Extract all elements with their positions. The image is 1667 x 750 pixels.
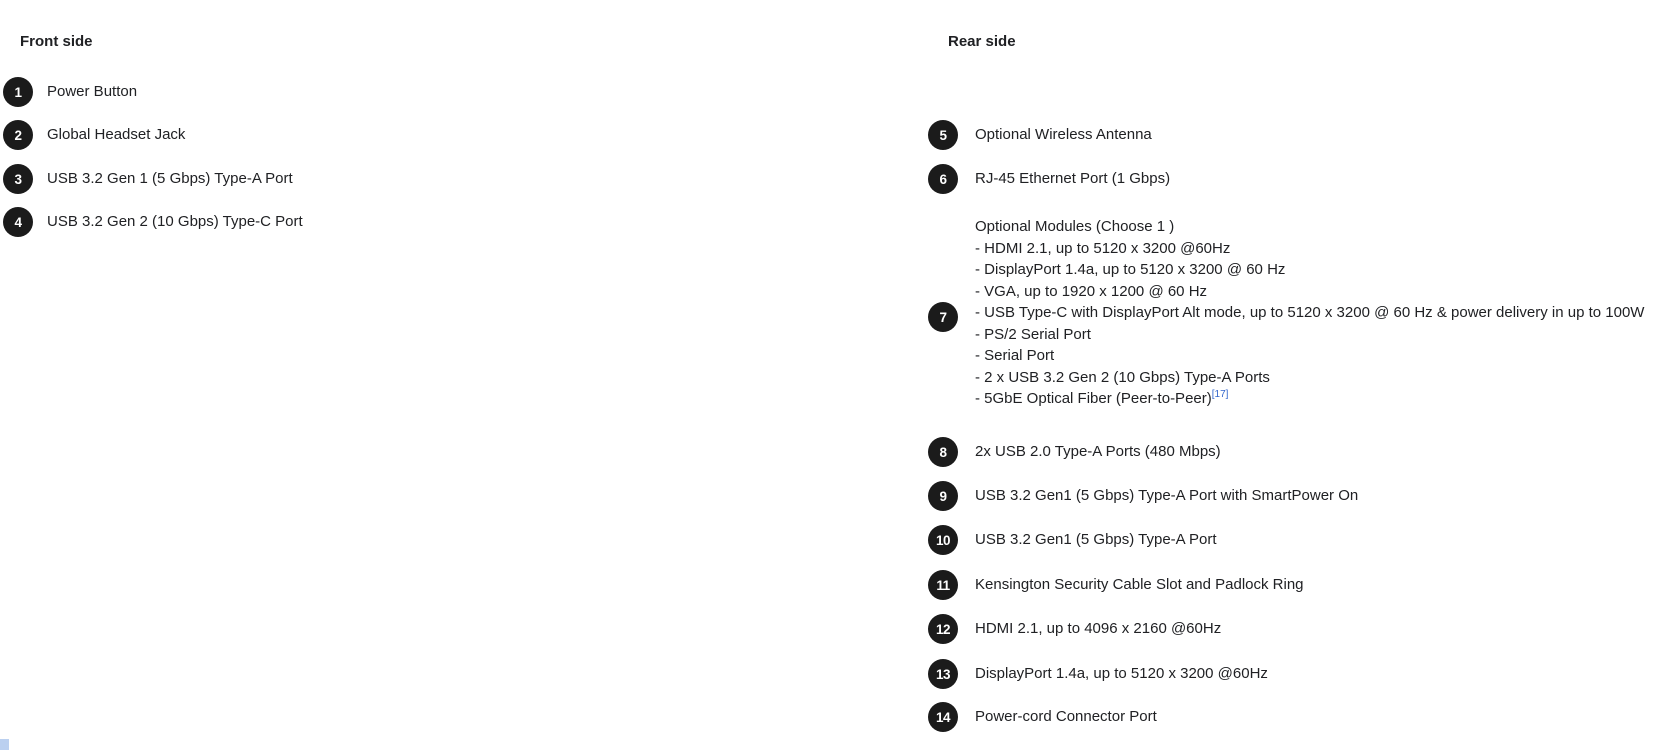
list-item	[3, 164, 293, 194]
item-number-badge: 9	[928, 481, 958, 511]
item-label: 2x USB 2.0 Type-A Ports (480 Mbps)	[975, 443, 1221, 460]
list-item	[3, 120, 185, 150]
item-number-badge: 7	[928, 302, 958, 332]
item-number-badge: 8	[928, 437, 958, 467]
item-label: Global Headset Jack	[47, 126, 186, 143]
item-label: Optional Wireless Antenna	[975, 126, 1152, 143]
module-option: - USB Type-C with DisplayPort Alt mode, up to 5120 x 3200 @ 60 Hz & power delivery in up to 100W	[975, 304, 1645, 321]
item-label: Power Button	[47, 83, 138, 100]
optional-modules-block	[928, 216, 1644, 410]
footnote-17-link[interactable]: [17]	[1211, 389, 1229, 400]
list-item	[928, 164, 1170, 194]
list-item	[3, 207, 303, 237]
module-option: - VGA, up to 1920 x 1200 @ 60 Hz	[975, 282, 1208, 300]
item-label: DisplayPort 1.4a, up to 5120 x 3200 @60Hz	[975, 665, 1268, 682]
module-option-text: - 5GbE Optical Fiber (Peer-to-Peer)	[975, 390, 1212, 407]
module-option	[975, 388, 1644, 410]
item-number-badge: 1	[3, 77, 33, 107]
list-item	[928, 525, 1217, 555]
module-option: - HDMI 2.1, up to 5120 x 3200 @60Hz	[975, 239, 1231, 257]
item-label: Power-cord Connector Port	[975, 708, 1157, 725]
item-number-badge: 12	[928, 614, 958, 644]
item-label: Kensington Security Cable Slot and Padlock Ring	[975, 576, 1304, 593]
list-item	[928, 120, 1152, 150]
item-number-badge: 13	[928, 659, 958, 689]
item-label: USB 3.2 Gen 1 (5 Gbps) Type-A Port	[47, 170, 293, 187]
list-item	[928, 570, 1304, 600]
item-number-badge: 14	[928, 702, 958, 732]
module-option: - 2 x USB 3.2 Gen 2 (10 Gbps) Type-A Ports	[975, 368, 1270, 386]
item-number-badge: 5	[928, 120, 958, 150]
item-number-badge: 4	[3, 207, 33, 237]
list-item	[3, 77, 137, 107]
item-label: USB 3.2 Gen1 (5 Gbps) Type-A Port	[975, 531, 1217, 548]
module-option: - PS/2 Serial Port	[975, 325, 1091, 343]
module-option: - DisplayPort 1.4a, up to 5120 x 3200 @ 60 Hz	[975, 261, 1286, 278]
item-label: USB 3.2 Gen 2 (10 Gbps) Type-C Port	[47, 213, 303, 230]
list-item	[928, 614, 1221, 644]
item-number-badge: 3	[3, 164, 33, 194]
item-label: USB 3.2 Gen1 (5 Gbps) Type-A Port with SmartPower On	[975, 487, 1359, 504]
list-item	[928, 702, 1157, 732]
item-number-badge: 10	[928, 525, 958, 555]
list-item	[928, 481, 1358, 511]
item-label: HDMI 2.1, up to 4096 x 2160 @60Hz	[975, 620, 1222, 637]
module-option: - Serial Port	[975, 347, 1055, 364]
front-side-heading: Front side	[20, 33, 93, 50]
item-number-badge: 2	[3, 120, 33, 150]
item-number-badge: 11	[928, 570, 958, 600]
bottom-left-blue-fragment	[0, 739, 9, 750]
list-item	[928, 659, 1268, 689]
item-number-badge: 6	[928, 164, 958, 194]
item-label: RJ-45 Ethernet Port (1 Gbps)	[975, 170, 1171, 187]
list-item	[928, 437, 1221, 467]
rear-side-heading: Rear side	[948, 33, 1016, 50]
optional-modules-header: Optional Modules (Choose 1 )	[975, 218, 1175, 235]
